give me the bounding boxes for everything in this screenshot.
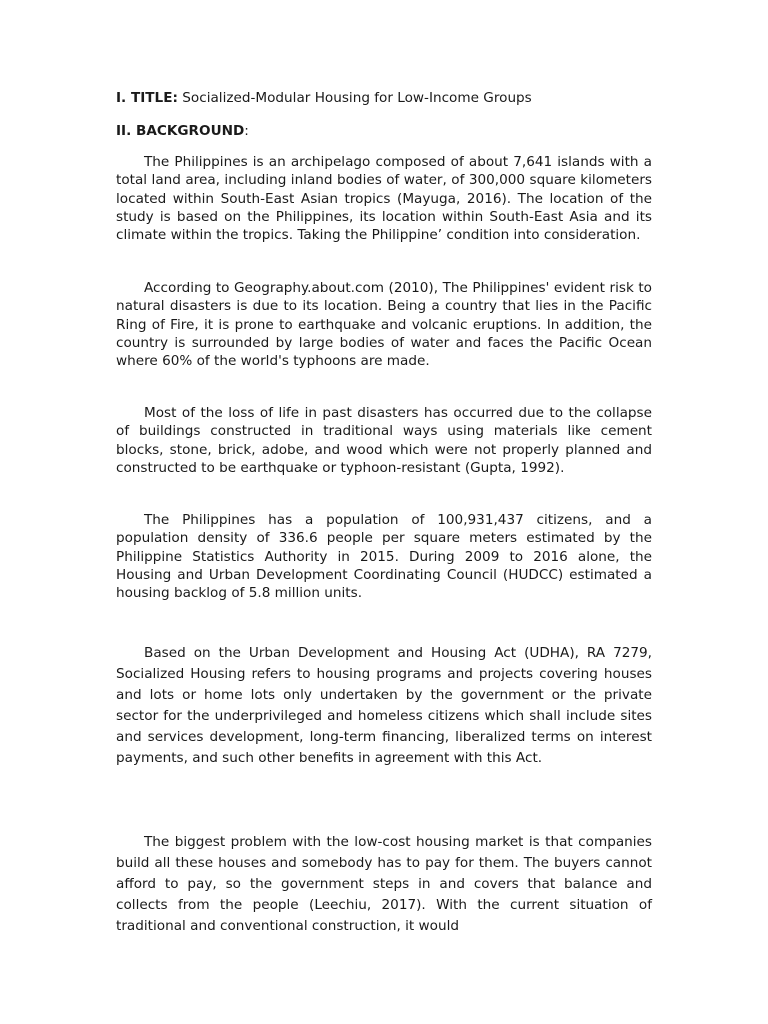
title-label: I. TITLE: bbox=[116, 90, 178, 106]
paragraph-text: According to Geography.about.com (2010), The Philippines' evident risk to natural disasters is due to its location. Being a country that lies in the Pacific Ring of Fire, it is prone to earthquake and volcanic eruptions. In addition, the country is surrounded by large bodies of water and faces the Pacific Ocean where 60% of the world's typhoons are made. bbox=[116, 280, 652, 370]
paragraph-text: Based on the Urban Development and Housing Act (UDHA), RA 7279, Socialized Housing refers to housing programs and projects covering houses and lots or home lots only undertaken by the government or the private sector for the underprivileged and homeless citizens which shall include sites and services development, long-term financing, liberalized terms on interest payments, and such other benefits in agreement with this Act. bbox=[116, 645, 652, 766]
paragraph-5 bbox=[116, 643, 652, 768]
title-text: Socialized-Modular Housing for Low-Income Groups bbox=[177, 90, 532, 106]
paragraph-4 bbox=[116, 511, 652, 602]
paragraph-2 bbox=[116, 279, 652, 370]
background-heading bbox=[116, 122, 249, 140]
paragraph-text: The Philippines has a population of 100,931,437 citizens, and a population density of 336.6 people per square meters estimated by the Philippine Statistics Authority in 2015. During 2009 to 2016 alone, the Housing and Urban Development Coordinating Council (HUDCC) estimated a housing backlog of 5.8 million units. bbox=[116, 512, 652, 602]
title-heading bbox=[116, 89, 532, 107]
paragraph-text: The biggest problem with the low-cost housing market is that companies build all these houses and somebody has to pay for them. The buyers cannot afford to pay, so the government steps in and covers that balance and collects from the people (Leechiu, 2017). With the current situation of traditional and conventional construction, it would bbox=[116, 834, 652, 934]
background-label: II. BACKGROUND bbox=[116, 123, 245, 139]
background-colon: : bbox=[244, 123, 249, 139]
paragraph-1 bbox=[116, 153, 652, 244]
paragraph-3 bbox=[116, 404, 652, 477]
paragraph-6 bbox=[116, 832, 652, 937]
paragraph-text: The Philippines is an archipelago composed of about 7,641 islands with a total land area, including inland bodies of water, of 300,000 square kilometers located within South-East Asian tropics (Mayuga, 2016). The location of the study is based on the Philippines, its location within South-East Asia and its climate within the tropics. Taking the Philippine’ condition into consideration. bbox=[116, 154, 652, 244]
paragraph-text: Most of the loss of life in past disasters has occurred due to the collapse of buildings constructed in traditional ways using materials like cement blocks, stone, brick, adobe, and wood which were not properly planned and constructed to be earthquake or typhoon-resistant (Gupta, 1992). bbox=[116, 405, 652, 476]
